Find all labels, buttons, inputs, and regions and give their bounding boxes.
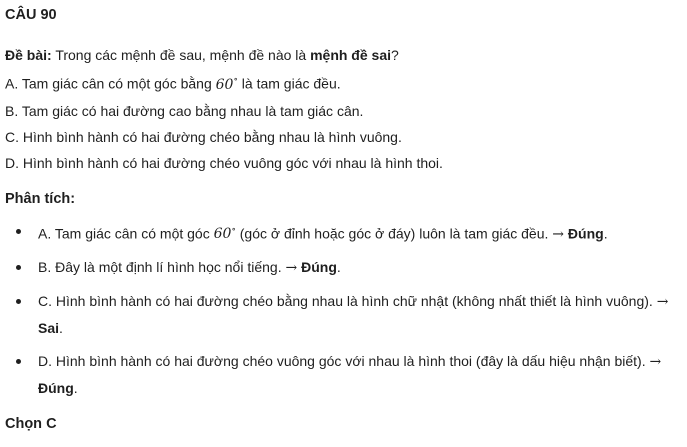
analysis-item-a: A. Tam giác cân có một góc 60∘ (góc ở đỉnh hoặc góc ở đáy) luôn là tam giác đều. → Đúng.: [5, 218, 678, 248]
analysis-heading: Phân tích:: [5, 190, 76, 207]
bullet-dot: [16, 229, 21, 234]
question-title: CÂU 90: [5, 7, 57, 23]
verdict: Đúng: [38, 380, 74, 397]
option-b: B. Tam giác có hai đường cao bằng nhau là tam giác cân.: [5, 102, 364, 119]
arrow-icon: →: [649, 354, 662, 371]
problem-label: Đề bài:: [5, 47, 52, 63]
analysis-item-d: D. Hình bình hành có hai đường chéo vuông góc với nhau là hình thoi (đây là dấu hiệu nhận biết). → Đúng.: [5, 348, 678, 401]
problem-text: Trong các mệnh đề sau, mệnh đề nào là: [51, 47, 311, 63]
conclusion: Chọn C: [5, 416, 57, 433]
option-a: A. Tam giác cân có một góc bằng 60∘ là tam giác đều.: [5, 75, 341, 93]
problem-end: ?: [391, 47, 399, 63]
bullet-dot: [16, 359, 21, 364]
option-c: C. Hình bình hành có hai đường chéo bằng nhau là hình vuông.: [5, 128, 402, 145]
option-d: D. Hình bình hành có hai đường chéo vuông góc với nhau là hình thoi.: [5, 154, 443, 171]
verdict: Sai: [38, 320, 60, 337]
math-60-degree: 60∘: [213, 224, 236, 243]
verdict: Đúng: [567, 225, 604, 242]
arrow-icon: →: [656, 294, 669, 311]
analysis-item-c: C. Hình bình hành có hai đường chéo bằng nhau là hình chữ nhật (không nhất thiết là hình vuông). → Sai.: [5, 288, 678, 341]
problem-emphasis: mệnh đề sai: [310, 47, 391, 63]
bullet-dot: [16, 265, 21, 270]
arrow-icon: →: [552, 226, 565, 243]
analysis-list: [5, 218, 687, 402]
problem-statement: [5, 42, 687, 68]
analysis-item-b: B. Đây là một định lí hình học nổi tiếng. → Đúng.: [5, 254, 678, 281]
arrow-icon: →: [285, 260, 298, 277]
bullet-dot: [16, 299, 21, 304]
math-60-degree: 60∘: [215, 75, 238, 93]
verdict: Đúng: [301, 259, 337, 276]
